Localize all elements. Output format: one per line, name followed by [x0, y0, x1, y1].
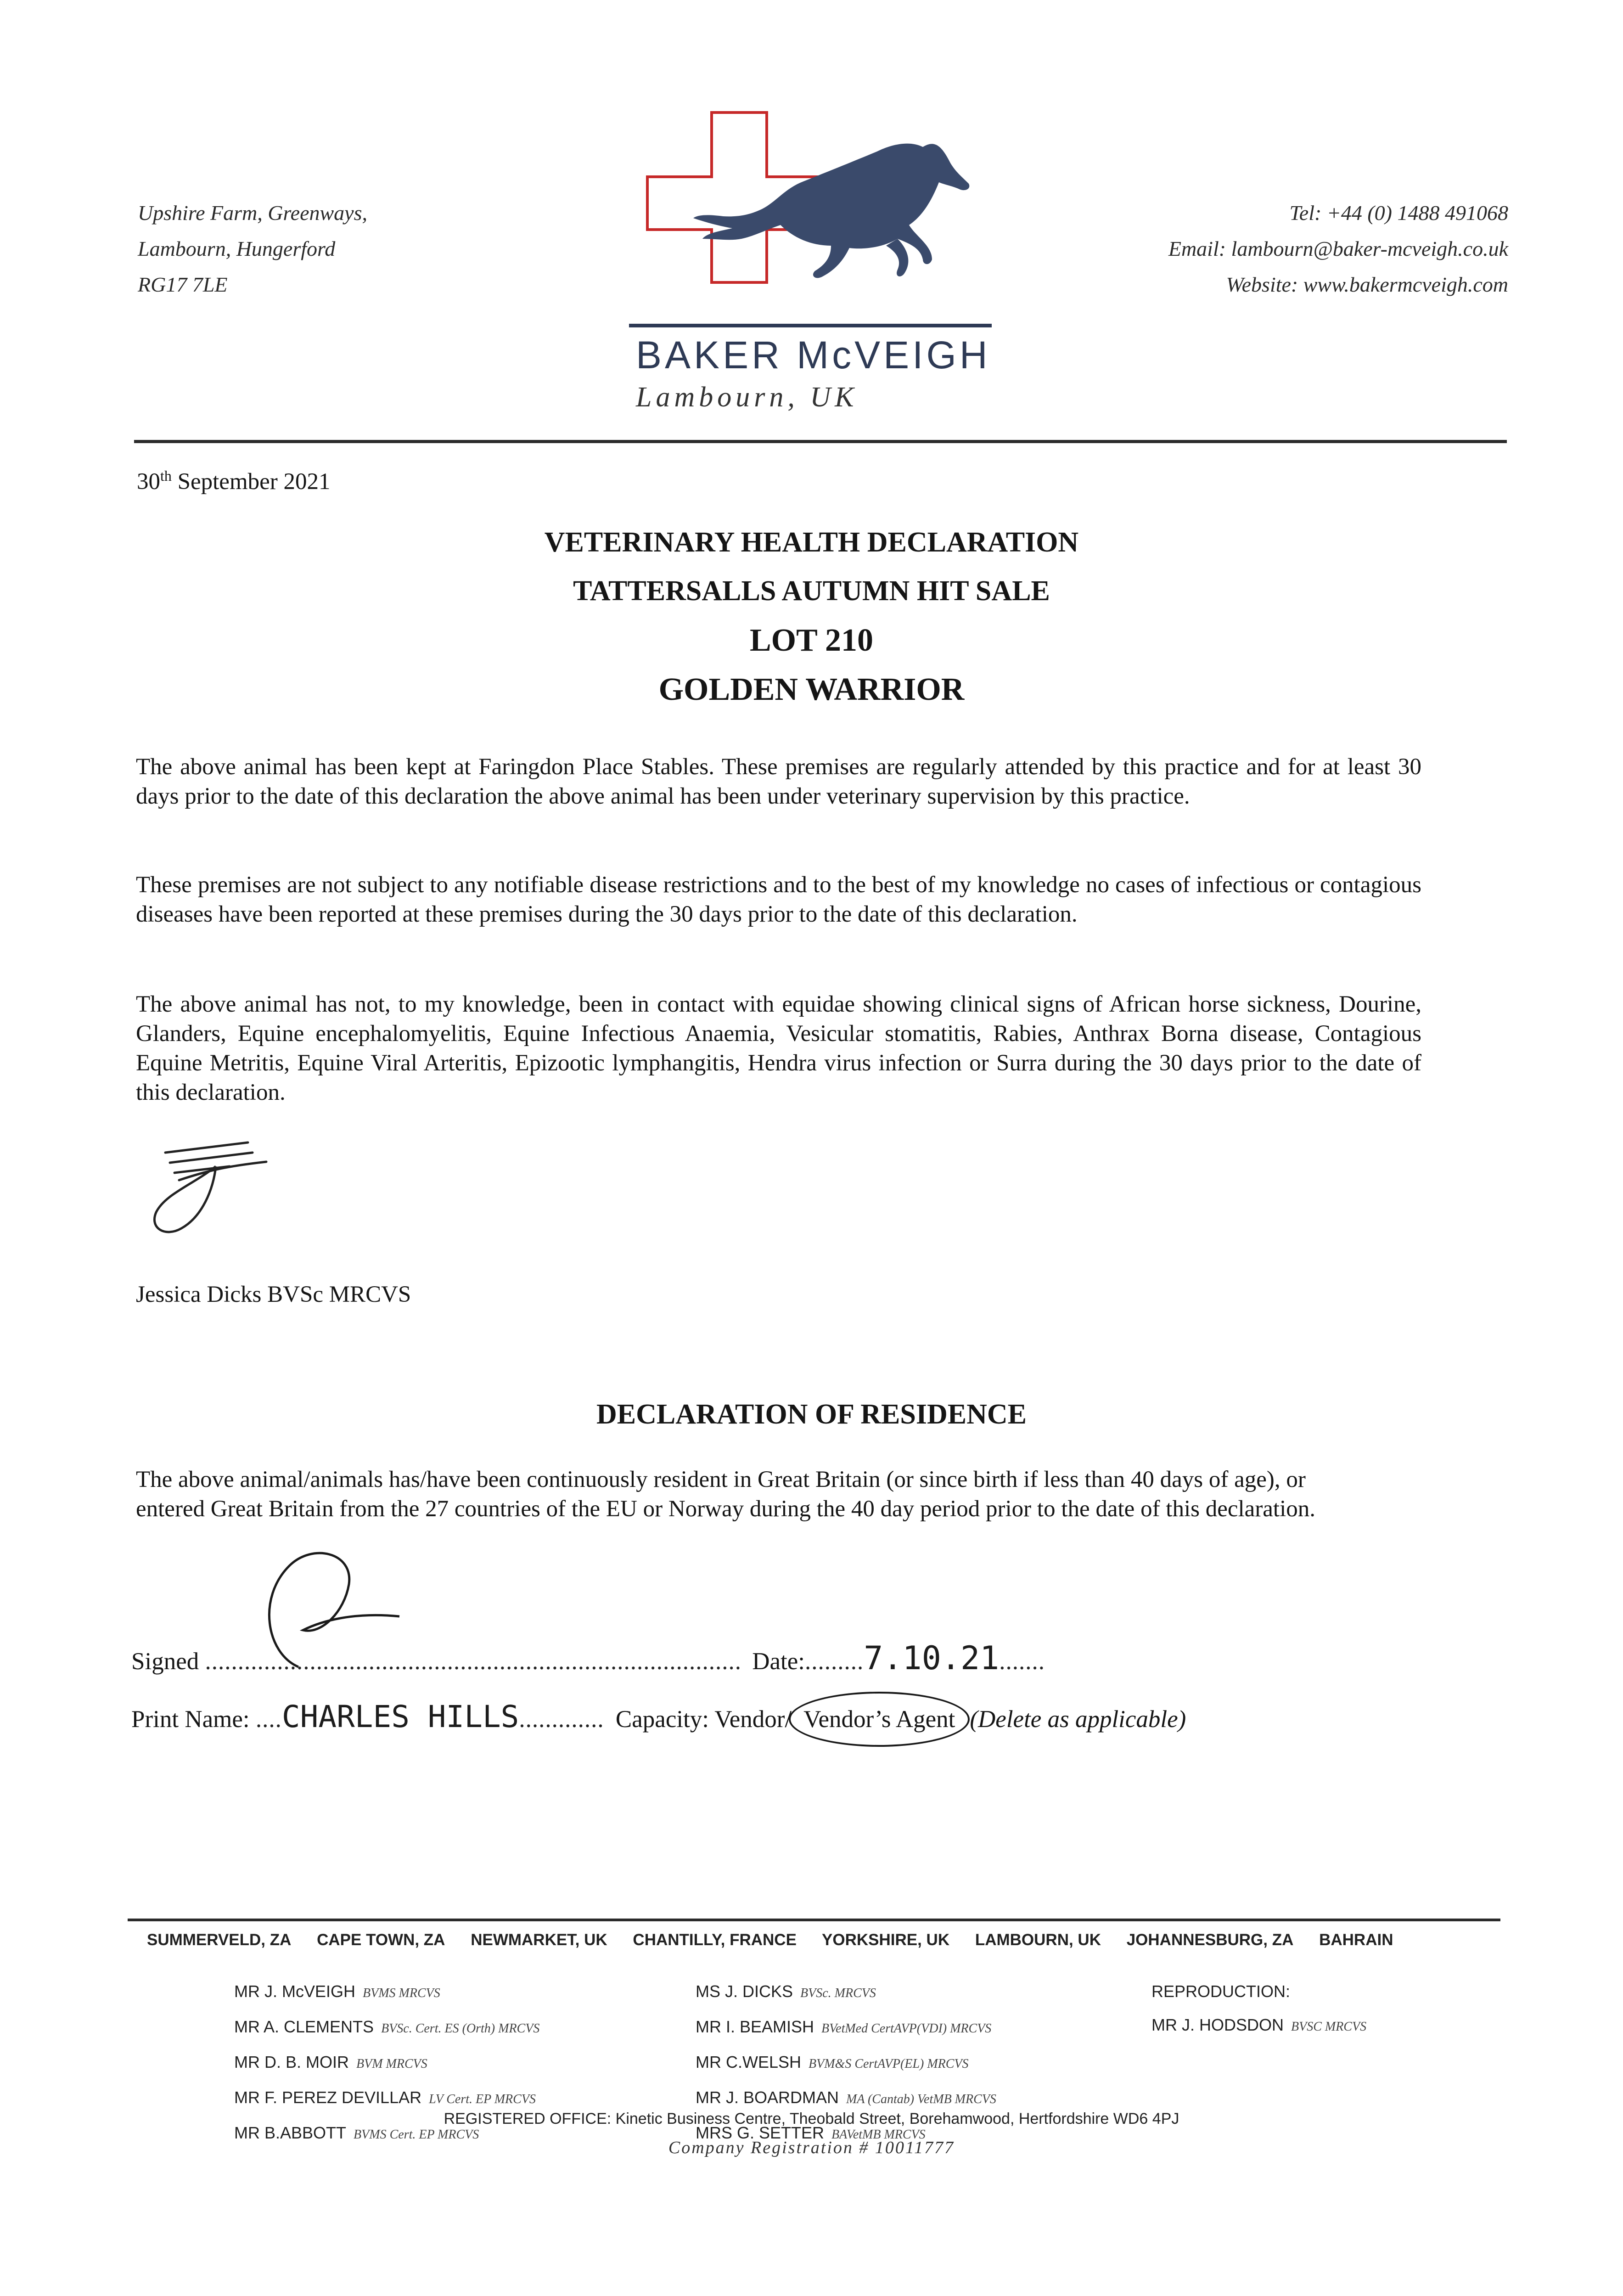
baker-mcveigh-logo: [629, 108, 992, 333]
office-newmarket: NEWMARKET, UK: [471, 1931, 607, 1949]
header-divider: [134, 440, 1507, 443]
staff-entry: MR I. BEAMISH BVetMed CertAVP(VDI) MRCVS: [696, 2017, 992, 2036]
signed-row: Signed .................................................................................. Date:.........7.10.21.......: [131, 1639, 1045, 1677]
staff-entry: MR B.ABBOTT BVMS Cert. EP MRCVS: [234, 2123, 479, 2142]
office-locations: [147, 1931, 1393, 1949]
capacity-selected[interactable]: Vendor’s Agent: [789, 1692, 970, 1747]
footer-divider: [128, 1919, 1500, 1921]
date-day: 30: [137, 469, 160, 495]
staff-column-reproduction: [1151, 1975, 1366, 2043]
capacity-note: (Delete as applicable): [970, 1706, 1186, 1733]
staff-entry: MR C.WELSH BVM&S CertAVP(EL) MRCVS: [696, 2053, 969, 2071]
paragraph-diseases: The above animal has not, to my knowledge, been in contact with equidae showing clinical signs of African horse sickness, Dourine, Glanders, Equine encephalomyelitis, Equine Infectious Anaemia, Vesicular stomatitis, Rabies, Anthrax Borna disease, Contagious Equine Metritis, Equine Viral Arteritis, Epizootic lymphangitis, Hendra virus infection or Surra during the 30 days prior to the date of this declaration.: [136, 991, 1421, 1105]
reproduction-title: REPRODUCTION:: [1151, 1982, 1291, 2001]
declaration-title: VETERINARY HEALTH DECLARATION: [544, 527, 1079, 558]
brand-name: BAKER McVEIGH: [636, 333, 991, 377]
contact-tel: Tel: +44 (0) 1488 491068: [1289, 201, 1508, 225]
paragraph-restrictions: These premises are not subject to any notifiable disease restrictions and to the best of my knowledge no cases of infectious or contagious diseases have been reported at these premises during the 30 days prior to the date of this declaration.: [136, 872, 1421, 927]
staff-entry: MRS G. SETTER BAVetMB MRCVS: [696, 2123, 926, 2142]
date-label: Date:: [752, 1648, 805, 1675]
staff-entry: MR A. CLEMENTS BVSc. Cert. ES (Orth) MRCVS: [234, 2017, 540, 2036]
office-yorkshire: YORKSHIRE, UK: [822, 1931, 950, 1949]
staff-entry: MR D. B. MOIR BVM MRCVS: [234, 2053, 427, 2071]
signed-date[interactable]: 7.10.21: [864, 1639, 1000, 1677]
contact-email[interactable]: Email: lambourn@baker-mcveigh.co.uk: [1168, 237, 1508, 260]
brand-location: Lambourn, UK: [636, 382, 858, 413]
registered-office: REGISTERED OFFICE: Kinetic Business Centre, Theobald Street, Borehamwood, Hertfordshire WD6 4PJ: [444, 2110, 1179, 2127]
address-line-1: Upshire Farm, Greenways,: [138, 201, 367, 225]
date-rest: September 2021: [171, 469, 331, 495]
company-registration: Company Registration # 10011777: [668, 2138, 955, 2157]
address-line-3: RG17 7LE: [138, 273, 228, 296]
office-lambourn: LAMBOURN, UK: [975, 1931, 1101, 1949]
signed-label: Signed: [131, 1648, 199, 1675]
paragraph-supervision: The above animal has been kept at Faringdon Place Stables. These premises are regularly attended by this practice and for at least 30 days prior to the date of this declaration the above animal has been under veterinary supervision by this practice.: [136, 754, 1421, 809]
practice-contact: [1168, 195, 1508, 303]
horse-name: GOLDEN WARRIOR: [658, 672, 965, 707]
practice-address: [138, 195, 367, 303]
date-suffix: th: [160, 467, 172, 484]
vet-name: Jessica Dicks BVSc MRCVS: [136, 1282, 411, 1307]
signed-line[interactable]: ..................................................................................: [205, 1648, 741, 1675]
capacity-label: Capacity: Vendor/: [615, 1706, 792, 1733]
paragraph-residence: The above animal/animals has/have been continuously resident in Great Britain (or since birth if less than 40 days of age), or entered Great Britain from the 27 countries of the EU or Norway during the 40 day period prior to the date of this declaration.: [136, 1467, 1316, 1522]
print-name-value[interactable]: CHARLES HILLS: [281, 1699, 519, 1734]
office-chantilly: CHANTILLY, FRANCE: [633, 1931, 797, 1949]
office-summerveld: SUMMERVELD, ZA: [147, 1931, 292, 1949]
staff-entry: MR J. McVEIGH BVMS MRCVS: [234, 1982, 440, 2001]
staff-entry: MR J. BOARDMAN MA (Cantab) VetMB MRCVS: [696, 2088, 996, 2107]
office-cape-town: CAPE TOWN, ZA: [317, 1931, 445, 1949]
galloping-horse-icon: [693, 144, 969, 278]
address-line-2: Lambourn, Hungerford: [138, 237, 336, 260]
print-name-label: Print Name:: [131, 1706, 250, 1733]
contact-website[interactable]: Website: www.bakermcveigh.com: [1226, 273, 1508, 296]
residence-title: DECLARATION OF RESIDENCE: [596, 1399, 1027, 1430]
staff-entry: MS J. DICKS BVSc. MRCVS: [696, 1982, 876, 2001]
document-date: [137, 467, 331, 495]
office-johannesburg: JOHANNESBURG, ZA: [1126, 1931, 1294, 1949]
staff-entry: MR J. HODSDON BVSC MRCVS: [1151, 2015, 1367, 2034]
office-bahrain: BAHRAIN: [1319, 1931, 1393, 1949]
vet-signature: [138, 1134, 294, 1244]
print-row: Print Name: ....CHARLES HILLS............. Capacity: Vendor/ Vendor’s Agent (Delete as applicable): [131, 1699, 1186, 1734]
lot-number: LOT 210: [749, 623, 874, 658]
staff-entry: MR F. PEREZ DEVILLAR LV Cert. EP MRCVS: [234, 2088, 536, 2107]
sale-title: TATTERSALLS AUTUMN HIT SALE: [573, 575, 1050, 607]
